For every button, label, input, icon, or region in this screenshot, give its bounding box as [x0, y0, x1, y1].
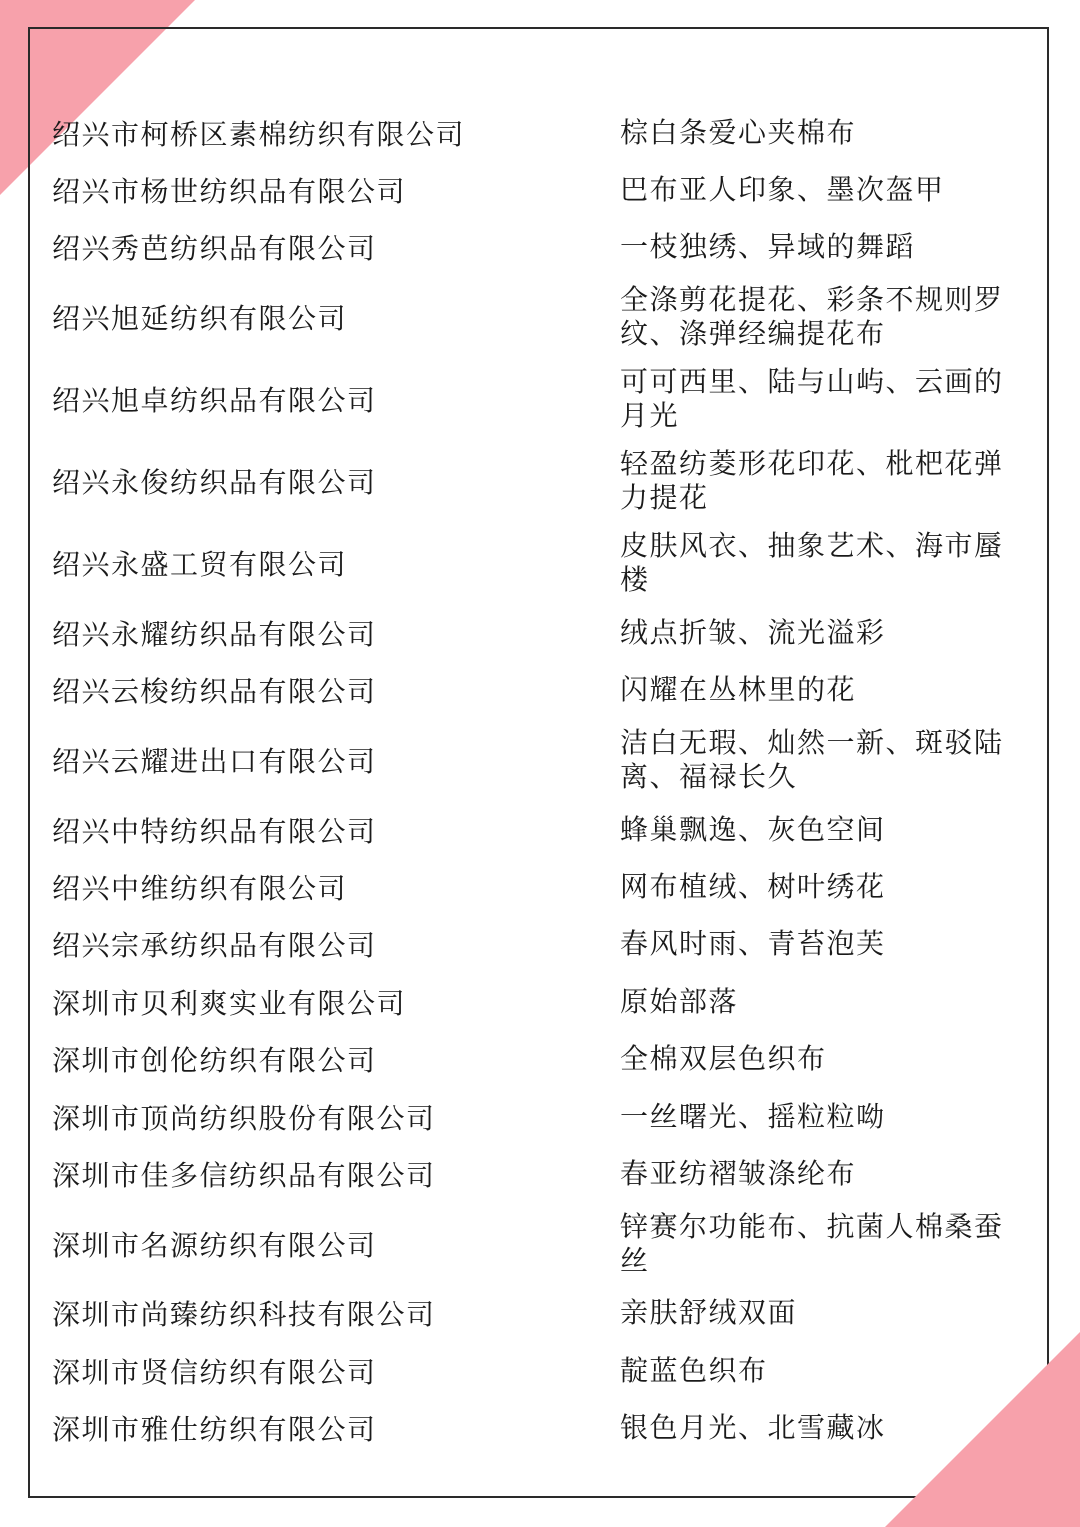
product-names: 皮肤风衣、抽象艺术、海市蜃楼	[620, 529, 1004, 597]
list-row	[52, 858, 1032, 915]
product-names: 蜂巢飘逸、灰色空间	[620, 812, 886, 846]
product-names: 靛蓝色织布	[620, 1353, 768, 1387]
company-name: 深圳市雅仕纺织有限公司	[52, 1413, 377, 1447]
product-names: 轻盈纺菱形花印花、枇杷花弹力提花	[620, 447, 1004, 515]
list-row	[52, 1145, 1032, 1202]
product-names: 棕白条爱心夹棉布	[620, 115, 857, 149]
company-name: 绍兴永俊纺织品有限公司	[52, 466, 377, 500]
product-names: 网布植绒、树叶绣花	[620, 870, 886, 904]
company-name: 深圳市尚臻纺织科技有限公司	[52, 1298, 436, 1332]
company-name: 深圳市贤信纺织有限公司	[52, 1355, 377, 1389]
list-row	[52, 1203, 1032, 1285]
list-row	[52, 1342, 1032, 1399]
company-name: 绍兴永耀纺织品有限公司	[52, 617, 377, 651]
product-names: 一枝独绣、异域的舞蹈	[620, 230, 916, 264]
product-names: 亲肤舒绒双面	[620, 1296, 798, 1330]
list-row	[52, 801, 1032, 858]
list-row	[52, 522, 1032, 604]
list-row	[52, 1285, 1032, 1342]
list-row	[52, 973, 1032, 1030]
list-row	[52, 719, 1032, 801]
list-row	[52, 604, 1032, 661]
company-name: 绍兴永盛工贸有限公司	[52, 548, 348, 582]
product-names: 可可西里、陆与山屿、云画的月光	[620, 365, 1004, 433]
list-row	[52, 276, 1032, 358]
product-names: 春风时雨、青苔泡芙	[620, 927, 886, 961]
list-row	[52, 219, 1032, 276]
list-row	[52, 161, 1032, 218]
product-names: 原始部落	[620, 984, 739, 1018]
company-name: 深圳市顶尚纺织股份有限公司	[52, 1101, 436, 1135]
list-row	[52, 358, 1032, 440]
product-names: 全涤剪花提花、彩条不规则罗纹、涤弹经编提花布	[620, 283, 1004, 351]
product-names: 银色月光、北雪藏冰	[620, 1411, 886, 1445]
company-name: 绍兴旭卓纺织品有限公司	[52, 384, 377, 418]
product-names: 全棉双层色织布	[620, 1042, 827, 1076]
list-row	[52, 1031, 1032, 1088]
product-names: 一丝曙光、摇粒粒呦	[620, 1099, 886, 1133]
company-name: 绍兴宗承纺织品有限公司	[52, 929, 377, 963]
company-name: 绍兴中维纺织有限公司	[52, 872, 348, 906]
company-name: 绍兴中特纺织品有限公司	[52, 814, 377, 848]
company-name: 深圳市创伦纺织有限公司	[52, 1044, 377, 1078]
list-row	[52, 104, 1032, 161]
product-names: 洁白无瑕、灿然一新、斑驳陆离、福禄长久	[620, 725, 1004, 793]
list-row	[52, 1088, 1032, 1145]
list-row	[52, 662, 1032, 719]
company-name: 深圳市佳多信纺织品有限公司	[52, 1158, 436, 1192]
list-row	[52, 1399, 1032, 1456]
product-names: 闪耀在丛林里的花	[620, 673, 857, 707]
company-name: 绍兴云耀进出口有限公司	[52, 744, 377, 778]
product-names: 春亚纺褶皱涤纶布	[620, 1156, 857, 1190]
product-names: 巴布亚人印象、墨次盔甲	[620, 173, 945, 207]
list-row	[52, 916, 1032, 973]
company-name: 深圳市名源纺织有限公司	[52, 1228, 377, 1262]
company-name: 绍兴市柯桥区素棉纺织有限公司	[52, 117, 466, 151]
product-names: 绒点折皱、流光溢彩	[620, 615, 886, 649]
company-name: 绍兴市杨世纺织品有限公司	[52, 175, 407, 209]
company-name: 绍兴云梭纺织品有限公司	[52, 675, 377, 709]
company-name: 深圳市贝利爽实业有限公司	[52, 986, 407, 1020]
company-product-list	[52, 104, 1032, 1457]
company-name: 绍兴秀芭纺织品有限公司	[52, 232, 377, 266]
company-name: 绍兴旭延纺织有限公司	[52, 302, 348, 336]
list-row	[52, 440, 1032, 522]
product-names: 锌赛尔功能布、抗菌人棉桑蚕丝	[620, 1209, 1004, 1277]
